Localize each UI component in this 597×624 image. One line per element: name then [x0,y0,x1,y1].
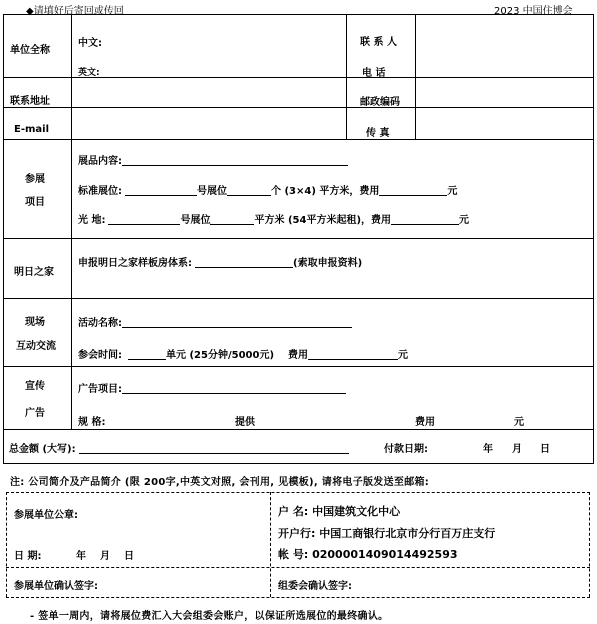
promo-label-1: 宣传 [25,381,45,392]
seal-month: 月 [100,551,110,562]
exhibit-content-line: 展品内容: [78,152,348,167]
event-name: 2023 中国住博会 [494,6,573,17]
ad-spec-label: 规 格: [78,417,106,428]
payment-date-label: 付款日期: [384,444,428,455]
fax-label: 传 真 [366,128,390,139]
footer-note: - 签单一周内，请将展位费汇入大会组委会账户，以保证所选展位的最终确认。 [30,611,389,622]
payment-day: 日 [540,444,550,455]
address-field[interactable] [73,79,345,106]
raw-space-line: 光 地: 号展位 平方米 (54平方米起租)，费用 元 [78,215,470,226]
payment-year: 年 [483,444,493,455]
exhibitor-signature-label: 参展单位确认签字: [14,581,98,592]
english-name-label: 英文: [78,68,100,78]
exhibit-label-1: 参展 [25,174,45,185]
email-field[interactable] [73,109,345,138]
intro-note: 注: 公司简介及产品简介 (限 200字,中英文对照, 会刊用, 见模板), 请将电子版发送至邮箱: [10,477,430,488]
email-label: E-mail [14,124,50,135]
seal-day: 日 [124,551,134,562]
ad-fee-label: 费用 [415,417,435,428]
promo-label-2: 广告 [25,408,45,419]
ad-provide-label: 提供 [235,417,255,428]
standard-booth-line: 标准展位: 号展位 个 (3×4) 平方米，费用 元 [78,186,458,197]
onsite-label-1: 现场 [25,317,45,328]
exhibit-label-2: 项目 [25,197,45,208]
address-label: 联系地址 [10,96,50,107]
seal-date-label: 日 期: [14,551,42,562]
instruction-note: ◆请填好后寄回或传回 [26,6,124,17]
chinese-name-label: 中文: [78,38,102,49]
future-home-label: 明日之家 [14,267,54,278]
payment-month: 月 [512,444,522,455]
ad-yuan-label: 元 [514,417,524,428]
company-seal-label: 参展单位公章: [14,510,78,521]
activity-name-line: 活动名称: [78,314,352,329]
committee-signature-label: 组委会确认签字: [278,581,352,592]
attend-time-line: 参会时间: 单元 (25分钟/5000元) 费用 元 [78,350,409,361]
bank-name-line: 开户行: 中国工商银行北京市分行百万庄支行 [278,527,496,540]
postcode-label: 邮政编码 [360,97,400,108]
account-number-line: 帐 号: 0200001409014492593 [278,548,458,561]
total-amount-line: 总金额 (大写): [9,440,349,455]
seal-year: 年 [76,551,86,562]
onsite-label-2: 互动交流 [16,341,56,352]
unit-name-label: 单位全称 [10,45,50,56]
phone-label: 电 话 [362,68,386,79]
unit-name-field[interactable] [73,16,345,76]
contact-label: 联 系 人 [360,37,397,48]
account-name-line: 户 名: 中国建筑文化中心 [278,505,401,518]
future-home-line: 申报明日之家样板房体系: (索取申报资料) [78,258,363,269]
ad-item-line: 广告项目: [78,380,346,395]
